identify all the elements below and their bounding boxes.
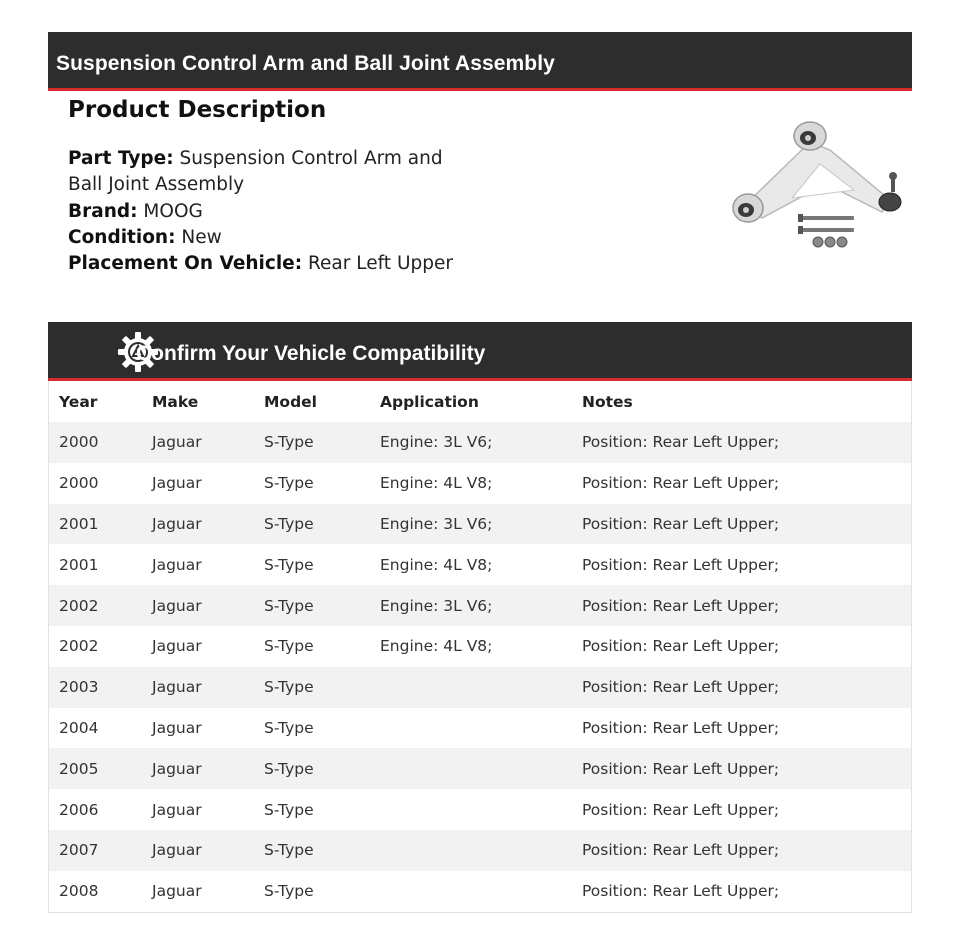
column-header-make: Make — [152, 392, 199, 411]
part-type-label: Part Type: — [68, 148, 174, 169]
cell-make: Jaguar — [152, 474, 202, 493]
cell-make: Jaguar — [152, 555, 202, 574]
cell-notes: Position: Rear Left Upper; — [582, 841, 780, 860]
title-banner — [48, 32, 912, 91]
description-heading: Product Description — [68, 97, 327, 123]
cell-application — [380, 708, 582, 749]
cell-notes: Position: Rear Left Upper; — [582, 514, 780, 533]
cell-model: S-Type — [264, 514, 314, 533]
cell-notes: Position: Rear Left Upper; — [582, 800, 780, 819]
table-header-row — [49, 381, 911, 422]
cell-application — [380, 789, 582, 830]
table-row — [49, 626, 911, 667]
cell-application: Engine: 3L V6; — [380, 514, 493, 533]
cell-make: Jaguar — [152, 637, 202, 656]
table-row — [49, 830, 911, 871]
brand-value: MOOG — [143, 200, 203, 222]
cell-make: Jaguar — [152, 800, 202, 819]
cell-application: Engine: 4L V8; — [380, 474, 493, 493]
table-row — [49, 422, 911, 463]
condition-value: New — [181, 226, 222, 248]
product-description — [68, 97, 708, 277]
condition-line — [68, 225, 708, 251]
placement-label: Placement On Vehicle: — [68, 253, 303, 275]
cell-notes: Position: Rear Left Upper; — [582, 433, 780, 452]
cell-notes: Position: Rear Left Upper; — [582, 637, 780, 656]
cell-year: 2000 — [59, 474, 99, 493]
column-header-model: Model — [264, 392, 317, 411]
condition-label: Condition: — [68, 226, 176, 248]
table-row — [49, 544, 911, 585]
table-row — [49, 585, 911, 626]
cell-year: 2002 — [59, 596, 99, 615]
table-row — [49, 871, 911, 912]
cell-application — [380, 871, 582, 912]
cell-notes: Position: Rear Left Upper; — [582, 555, 780, 574]
cell-application — [380, 667, 582, 708]
cell-year: 2000 — [59, 433, 99, 452]
table-row — [49, 748, 911, 789]
cell-year: 2006 — [59, 800, 99, 819]
cell-application — [380, 748, 582, 789]
cell-notes: Position: Rear Left Upper; — [582, 718, 780, 737]
cell-year: 2003 — [59, 678, 99, 697]
cell-application — [380, 830, 582, 871]
column-header-notes: Notes — [582, 392, 633, 411]
part-type-line — [68, 146, 448, 199]
cell-make: Jaguar — [152, 841, 202, 860]
cell-make: Jaguar — [152, 433, 202, 452]
cell-notes: Position: Rear Left Upper; — [582, 759, 780, 778]
column-header-application: Application — [380, 392, 479, 411]
cell-year: 2001 — [59, 514, 99, 533]
table-row — [49, 667, 911, 708]
cell-model: S-Type — [264, 678, 314, 697]
cell-model: S-Type — [264, 759, 314, 778]
brand-line — [68, 199, 708, 225]
cell-model: S-Type — [264, 433, 314, 452]
cell-model: S-Type — [264, 474, 314, 493]
cell-application: Engine: 3L V6; — [380, 433, 493, 452]
cell-make: Jaguar — [152, 678, 202, 697]
cell-notes: Position: Rear Left Upper; — [582, 882, 780, 901]
cell-model: S-Type — [264, 637, 314, 656]
compatibility-table — [48, 381, 912, 913]
compatibility-banner — [48, 322, 912, 381]
cell-make: Jaguar — [152, 596, 202, 615]
cell-application: Engine: 3L V6; — [380, 596, 493, 615]
cell-model: S-Type — [264, 841, 314, 860]
product-title: Suspension Control Arm and Ball Joint Assembly — [56, 52, 555, 75]
cell-make: Jaguar — [152, 718, 202, 737]
cell-model: S-Type — [264, 718, 314, 737]
table-row — [49, 708, 911, 749]
cell-year: 2001 — [59, 555, 99, 574]
cell-notes: Position: Rear Left Upper; — [582, 678, 780, 697]
column-header-year: Year — [59, 392, 98, 411]
cell-notes: Position: Rear Left Upper; — [582, 474, 780, 493]
cell-year: 2008 — [59, 882, 99, 901]
cell-model: S-Type — [264, 882, 314, 901]
placement-line — [68, 251, 708, 277]
cell-model: S-Type — [264, 555, 314, 574]
cell-year: 2007 — [59, 841, 99, 860]
cell-make: Jaguar — [152, 882, 202, 901]
table-row — [49, 789, 911, 830]
table-row — [49, 504, 911, 545]
product-image — [722, 114, 912, 254]
compatibility-title: Confirm Your Vehicle Compatibility — [136, 342, 486, 365]
cell-year: 2002 — [59, 637, 99, 656]
cell-make: Jaguar — [152, 514, 202, 533]
cell-application: Engine: 4L V8; — [380, 555, 493, 574]
cell-year: 2005 — [59, 759, 99, 778]
cell-make: Jaguar — [152, 759, 202, 778]
placement-value: Rear Left Upper — [308, 253, 453, 275]
cell-year: 2004 — [59, 718, 99, 737]
brand-label: Brand: — [68, 200, 138, 222]
cell-model: S-Type — [264, 800, 314, 819]
table-row — [49, 463, 911, 504]
cell-model: S-Type — [264, 596, 314, 615]
cell-application: Engine: 4L V8; — [380, 637, 493, 656]
part-type-value: Suspension Control Arm and Ball Joint Assembly — [68, 148, 443, 196]
cell-notes: Position: Rear Left Upper; — [582, 596, 780, 615]
